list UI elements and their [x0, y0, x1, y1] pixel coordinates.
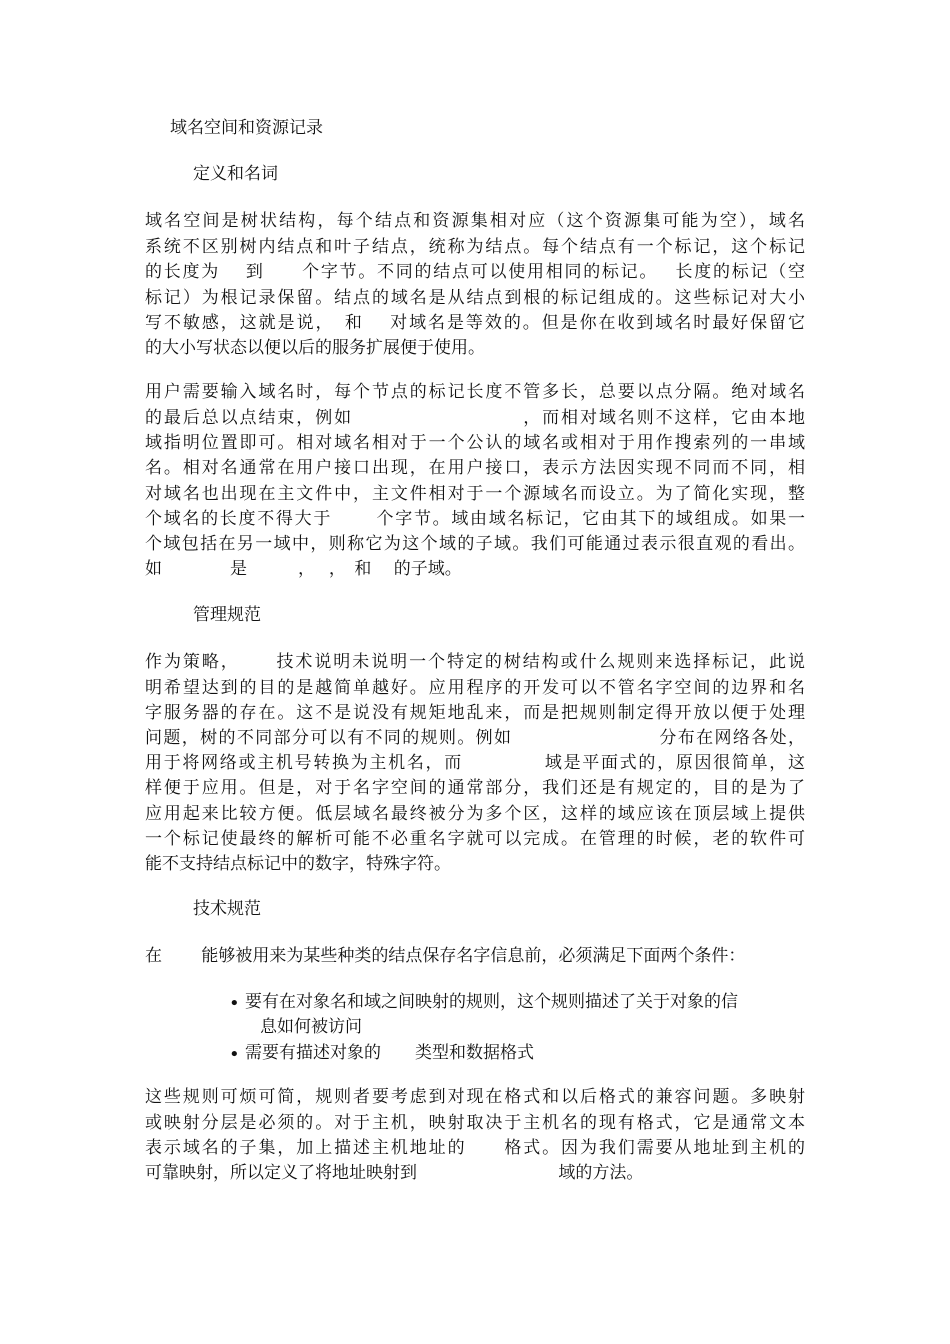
paragraph-line: 标记）为根记录保留。结点的域名是从结点到根的标记组成的。这些标记对大小	[145, 288, 805, 308]
paragraph-line: 用户需要输入域名时，每个节点的标记长度不管多长，总要以点分隔。绝对域名	[145, 382, 805, 402]
paragraph-line: 一个标记使最终的解析可能不必重名字就可以完成。在管理的时候，老的软件可	[145, 829, 805, 849]
list-item-line: 息如何被访问	[260, 1017, 362, 1037]
paragraph-line: 或映射分层是必须的。对于主机，映射取决于主机名的现有格式，它是通常文本	[145, 1113, 805, 1133]
section-heading-management: 管理规范	[193, 605, 261, 625]
bullet-marker: •	[229, 1044, 240, 1065]
paragraph-line: 的最后总以点结束，例如 ，而相对域名则不这样，它由本地	[145, 408, 805, 428]
paragraph-line: 可靠映射，所以定义了将地址映射到 域的方法。	[145, 1163, 644, 1183]
page-title: 域名空间和资源记录	[170, 118, 323, 138]
paragraph-line: 域指明位置即可。相对域名相对于一个公认的域名或相对于用作搜索列的一串域	[145, 433, 805, 453]
paragraph-line: 如 是 ， ， 和 的子域。	[145, 559, 462, 579]
paragraph-line: 域名空间是树状结构，每个结点和资源集相对应（这个资源集可能为空），域名	[145, 211, 805, 231]
list-item-line: 需要有描述对象的 类型和数据格式	[245, 1043, 534, 1063]
paragraph-line: 写不敏感，这就是说， 和 对域名是等效的。但是你在收到域名时最好保留它	[145, 313, 805, 333]
section-heading-definitions: 定义和名词	[193, 164, 278, 184]
list-item-line: 要有在对象名和域之间映射的规则，这个规则描述了关于对象的信	[245, 992, 738, 1012]
paragraph-line: 的大小写状态以便以后的服务扩展便于使用。	[145, 338, 485, 358]
paragraph-line: 字服务器的存在。这不是说没有规矩地乱来，而是把规则制定得开放以便于处理	[145, 703, 805, 723]
paragraph-line: 名。相对名通常在用户接口出现，在用户接口，表示方法因实现不同而不同，相	[145, 458, 805, 478]
paragraph-line: 应用起来比较方便。低层域名最终被分为多个区，这样的域应该在顶层域上提供	[145, 804, 805, 824]
paragraph-line: 用于将网络或主机号转换为主机名，而 域是平面式的，原因很简单，这	[145, 753, 805, 773]
section-heading-technical: 技术规范	[193, 899, 261, 919]
paragraph-line: 这些规则可烦可简，规则者要考虑到对现在格式和以后格式的兼容问题。多映射	[145, 1087, 805, 1107]
paragraph-line: 在 能够被用来为某些种类的结点保存名字信息前，必须满足下面两个条件：	[145, 946, 746, 966]
paragraph-line: 的长度为 到 个字节。不同的结点可以使用相同的标记。 长度的标记（空	[145, 262, 805, 282]
paragraph-line: 表示域名的子集，加上描述主机地址的 格式。因为我们需要从地址到主机的	[145, 1138, 805, 1158]
paragraph-line: 能不支持结点标记中的数字，特殊字符。	[145, 854, 451, 874]
bullet-marker: •	[229, 993, 240, 1014]
paragraph-line: 明希望达到的目的是越简单越好。应用程序的开发可以不管名字空间的边界和名	[145, 678, 805, 698]
paragraph-line: 样便于应用。但是，对于名字空间的通常部分，我们还是有规定的，目的是为了	[145, 778, 805, 798]
paragraph-line: 系统不区别树内结点和叶子结点，统称为结点。每个结点有一个标记，这个标记	[145, 237, 805, 257]
paragraph-line: 对域名也出现在主文件中，主文件相对于一个源域名而设立。为了简化实现，整	[145, 484, 805, 504]
paragraph-line: 个域包括在另一域中，则称它为这个域的子域。我们可能通过表示很直观的看出。	[145, 534, 805, 554]
paragraph-line: 问题，树的不同部分可以有不同的规则。例如 分布在网络各处，	[145, 728, 805, 748]
paragraph-line: 作为策略， 技术说明未说明一个特定的树结构或什么规则来选择标记，此说	[145, 652, 805, 672]
paragraph-line: 个域名的长度不得大于 个字节。域由域名标记，它由其下的域组成。如果一	[145, 509, 805, 529]
